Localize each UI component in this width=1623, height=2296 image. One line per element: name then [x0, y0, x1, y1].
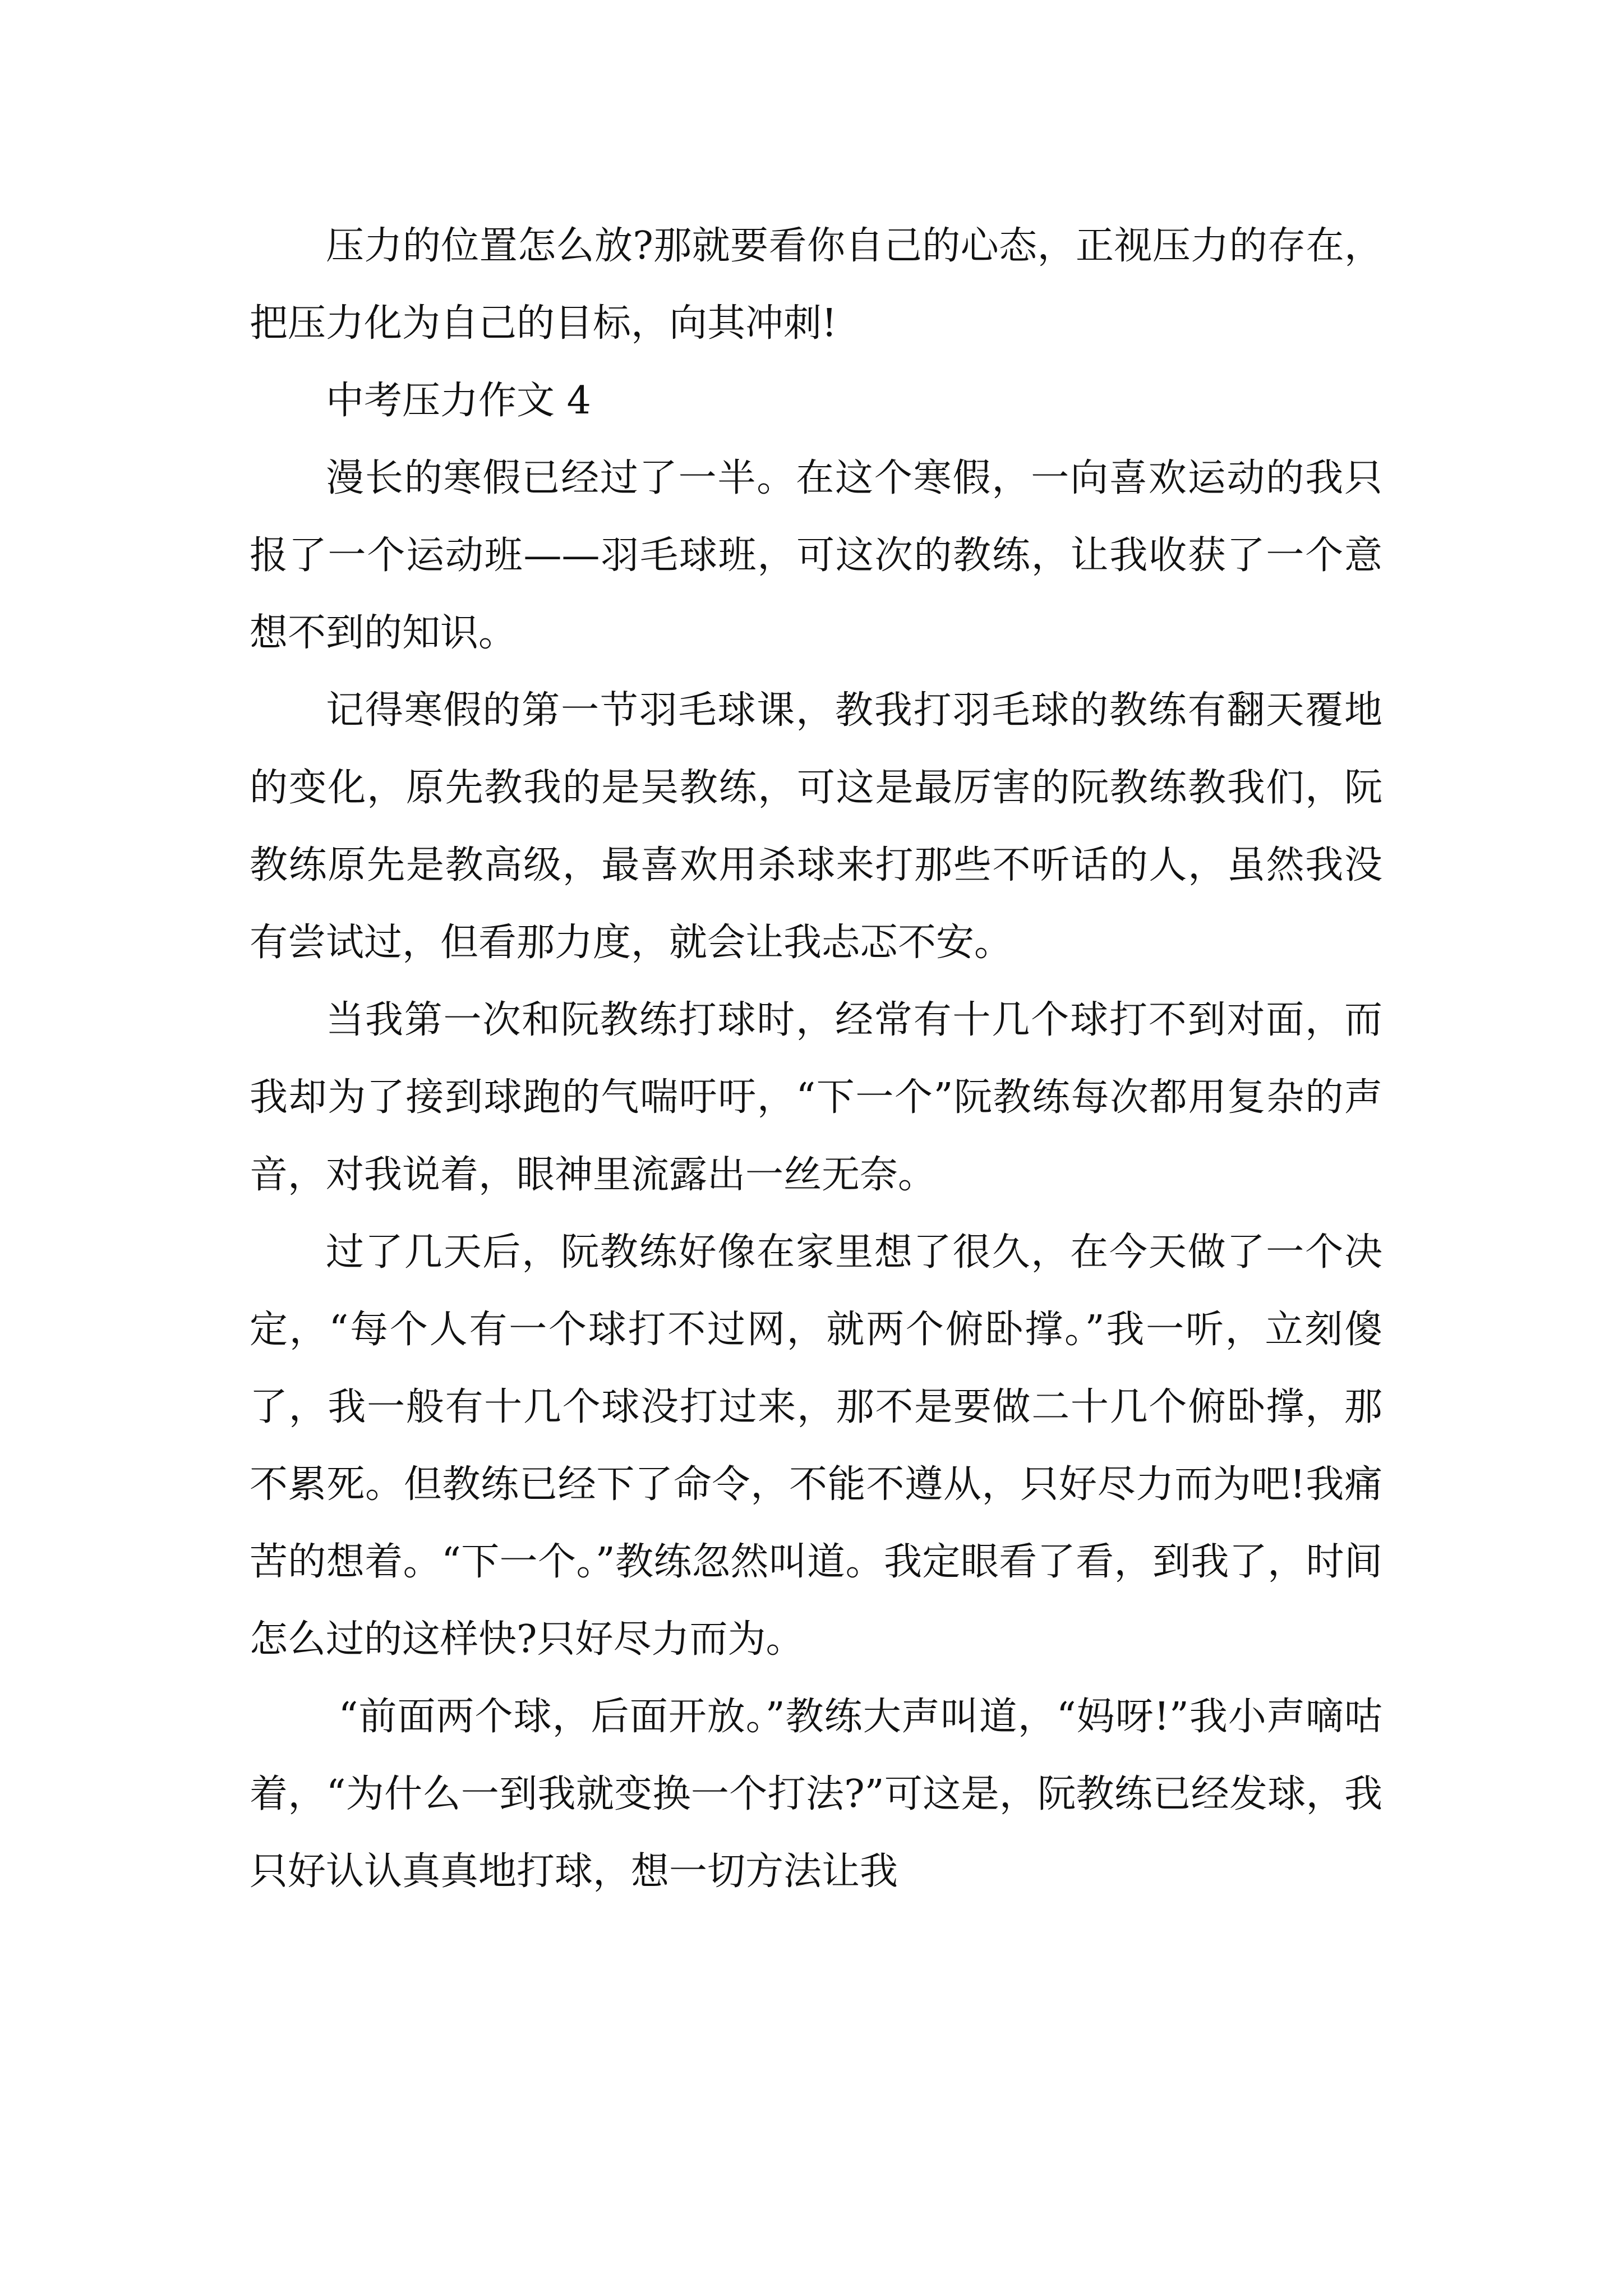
paragraph: 记得寒假的第一节羽毛球课，教我打羽毛球的教练有翻天覆地的变化，原先教我的是吴教练，可这是最厉害的阮教练教我们，阮教练原先是教高级，最喜欢用杀球来打那些不听话的人，虽然我没有尝试过，但看那力度，就会让我忐忑不安。 [250, 688, 1382, 965]
paragraph: 当我第一次和阮教练打球时，经常有十几个球打不到对面，而我却为了接到球跑的气喘吁吁，“下一个”阮教练每次都用复杂的声音，对我说着，眼神里流露出一丝无奈。 [250, 998, 1382, 1197]
paragraph: 漫长的寒假已经过了一半。在这个寒假，一向喜欢运动的我只报了一个运动班——羽毛球班，可这次的教练，让我收获了一个意想不到的知识。 [250, 456, 1382, 655]
document-body [250, 208, 1382, 1911]
paragraph: 压力的位置怎么放?那就要看你自己的心态，正视压力的存在，把压力化为自己的目标，向其冲刺! [250, 224, 1382, 346]
section-heading: 中考压力作文 4 [326, 379, 591, 423]
paragraph: 过了几天后，阮教练好像在家里想了很久，在今天做了一个决定，“每个人有一个球打不过网，就两个俯卧撑。”我一听，立刻傻了，我一般有十几个球没打过来，那不是要做二十几个俯卧撑，那不累死。但教练已经下了命令，不能不遵从，只好尽力而为吧!我痛苦的想着。“下一个。”教练忽然叫道。我定眼看了看，到我了，时间怎么过的这样快?只好尽力而为。 [250, 1230, 1382, 1662]
paragraph: “前面两个球，后面开放。”教练大声叫道，“妈呀!”我小声嘀咕着，“为什么一到我就变换一个打法?”可这是，阮教练已经发球，我只好认认真真地打球，想一切方法让我 [250, 1695, 1382, 1894]
